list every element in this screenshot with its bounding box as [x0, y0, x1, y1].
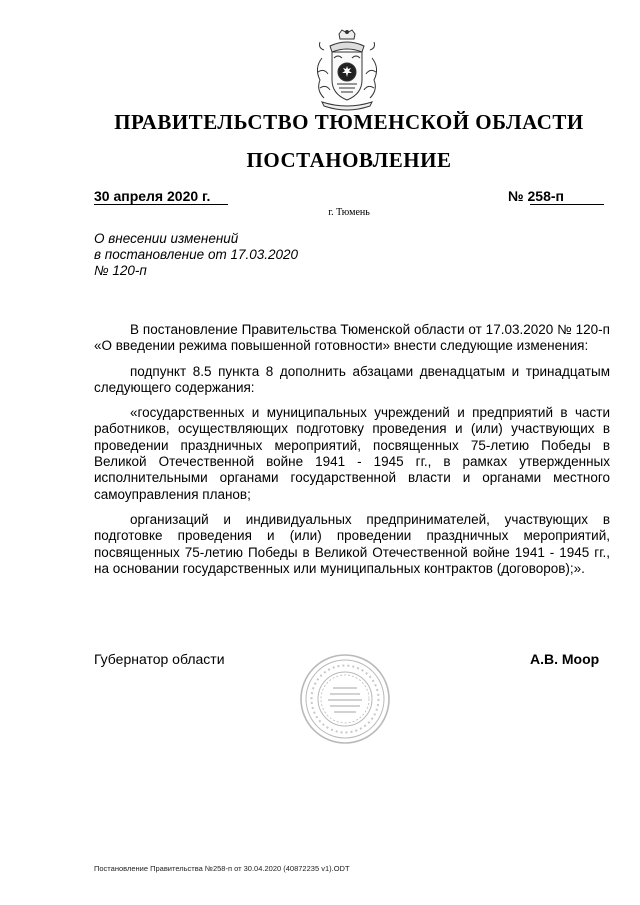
- body-paragraph: подпункт 8.5 пункта 8 дополнить абзацами двенадцатым и тринадцатым следующего содержания:: [94, 363, 610, 395]
- document-body: [94, 322, 610, 586]
- document-footer: Постановление Правительства №258-п от 30.04.2020 (40872235 v1).ODT: [94, 864, 350, 873]
- signatory-role: Губернатор области: [94, 651, 225, 667]
- body-paragraph: «государственных и муниципальных учреждений и предприятий в части работников, осуществляющих подготовку проведения и (или) участвующих в проведении праздничных мероприятий, посвященных 75-летию Победы в Великой Отечественной войне 1941 - 1945 гг., в рамках утвержденных исполнительными органами государственной власти и органами местного самоуправления планов;: [94, 405, 610, 502]
- subject-line: О внесении изменений: [94, 231, 239, 246]
- signatory-name: А.В. Моор: [530, 651, 600, 667]
- subject-line: № 120-п: [94, 263, 147, 278]
- document-date: 30 апреля 2020 г.: [94, 188, 211, 204]
- city: г. Тюмень: [328, 207, 370, 218]
- organization-title: ПРАВИТЕЛЬСТВО ТЮМЕНСКОЙ ОБЛАСТИ: [114, 110, 584, 134]
- document-subject: [94, 231, 298, 279]
- official-seal-icon: [298, 652, 392, 746]
- number-underline: [530, 204, 604, 205]
- document-number: № 258-п: [508, 188, 564, 204]
- date-underline: [94, 204, 228, 205]
- document-type: ПОСТАНОВЛЕНИЕ: [246, 148, 452, 172]
- body-paragraph: организаций и индивидуальных предпринимателей, участвующих в подготовке проведения и (или) проведении праздничных мероприятий, посвященных 75-летию Победы в Великой Отечественной войне 1941 - 1945 гг., на основании государственных или муниципальных контрактов (договоров);».: [94, 511, 610, 576]
- subject-line: в постановление от 17.03.2020: [94, 247, 299, 262]
- coat-of-arms-icon: [304, 28, 390, 114]
- body-paragraph: В постановление Правительства Тюменской области от 17.03.2020 № 120-п «О введении режима повышенной готовности» внести следующие изменения:: [94, 322, 610, 354]
